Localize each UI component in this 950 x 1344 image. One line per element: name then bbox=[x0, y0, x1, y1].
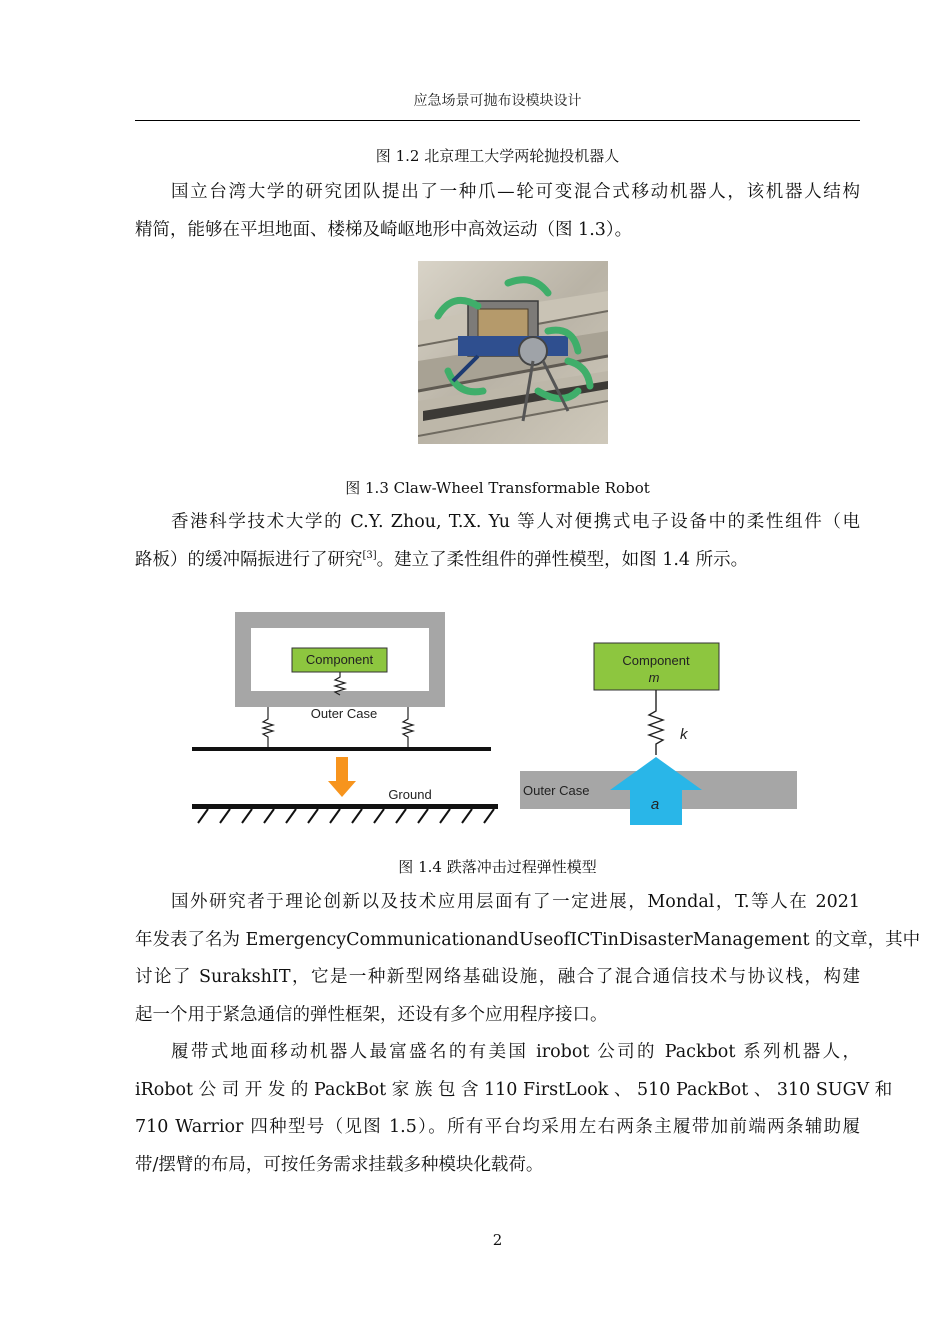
paragraph-3 bbox=[135, 884, 921, 1034]
paragraph-3-line-3: 讨论了 SurakshIT，它是一种新型网络基础设施，融合了混合通信技术与协议栈，构建 bbox=[135, 967, 860, 987]
paragraph-2-line-2-end: 。建立了柔性组件的弹性模型，如图 1.4 所示。 bbox=[376, 549, 749, 570]
base-plate bbox=[192, 747, 491, 751]
paragraph-4-line-4: 带/摆臂的布局，可按任务需求挂载多种模块化载荷。 bbox=[135, 1154, 544, 1175]
paragraph-4-line-3: 710 Warrior 四种型号（见图 1.5）。所有平台均采用左右两条主履带加前端两条辅助履 bbox=[135, 1117, 860, 1137]
outer-case-label-left: Outer Case bbox=[310, 706, 378, 721]
elastic-model-diagram bbox=[190, 605, 800, 830]
outer-case-label-right: Outer Case bbox=[523, 783, 590, 798]
component-label-right: Component bbox=[622, 653, 690, 668]
figure-1-2-caption: 图 1.2 北京理工大学两轮抛投机器人 bbox=[375, 147, 620, 165]
spring-icon bbox=[649, 690, 663, 755]
spring-constant-label: k bbox=[680, 726, 688, 743]
ground-label: Ground bbox=[388, 787, 432, 802]
paragraph-2-line-1: 香港科学技术大学的 C.Y. Zhou, T.X. Yu 等人对便携式电子设备中的柔性组件（电 bbox=[171, 512, 860, 532]
claw-wheel-robot-photo bbox=[418, 261, 608, 444]
paragraph-2-line-2 bbox=[135, 542, 860, 580]
ground-surface bbox=[192, 804, 498, 809]
paragraph-4-line-2: iRobot 公 司 开 发 的 PackBot 家 族 包 含 110 FirstLook 、 510 PackBot 、 310 SUGV 和 bbox=[135, 1079, 893, 1100]
figure-1-3-caption: 图 1.3 Claw-Wheel Transformable Robot bbox=[345, 479, 650, 497]
running-header: 应急场景可抛布设模块设计 bbox=[413, 93, 582, 109]
paragraph-3-line-4: 起一个用于紧急通信的弹性框架，还设有多个应用程序接口。 bbox=[135, 1004, 608, 1025]
paragraph-1-line-1: 国立台湾大学的研究团队提出了一种爪—轮可变混合式移动机器人，该机器人结构 bbox=[171, 182, 860, 202]
spring-icon bbox=[403, 707, 413, 748]
paragraph-4 bbox=[135, 1034, 893, 1184]
paragraph-1-line-2: 精简，能够在平坦地面、楼梯及崎岖地形中高效运动（图 1.3）。 bbox=[135, 219, 633, 240]
page-number: 2 bbox=[492, 1231, 503, 1249]
figure-1-4-caption: 图 1.4 跌落冲击过程弹性模型 bbox=[398, 858, 597, 876]
paragraph-2 bbox=[135, 504, 860, 579]
paragraph-4-line-1: 履带式地面移动机器人最富盛名的有美国 irobot 公司的 Packbot 系列机器人， bbox=[171, 1042, 860, 1062]
drop-arrow-icon bbox=[328, 757, 356, 797]
spring-icon bbox=[263, 707, 273, 748]
citation-3[interactable]: [3] bbox=[362, 549, 377, 561]
ground-hatching bbox=[198, 809, 494, 823]
paragraph-1 bbox=[135, 174, 860, 249]
paragraph-3-line-2: 年发表了名为 EmergencyCommunicationandUseofICTinDisasterManagement 的文章，其中 bbox=[135, 929, 921, 950]
mass-label: m bbox=[648, 670, 660, 685]
acceleration-label: a bbox=[650, 796, 660, 813]
component-label-left: Component bbox=[305, 652, 374, 667]
paragraph-3-line-1: 国外研究者于理论创新以及技术应用层面有了一定进展，Mondal，T.等人在 2021 bbox=[171, 892, 860, 912]
paragraph-2-line-2-start: 路板）的缓冲隔振进行了研究 bbox=[135, 549, 363, 570]
header-rule bbox=[135, 120, 860, 121]
